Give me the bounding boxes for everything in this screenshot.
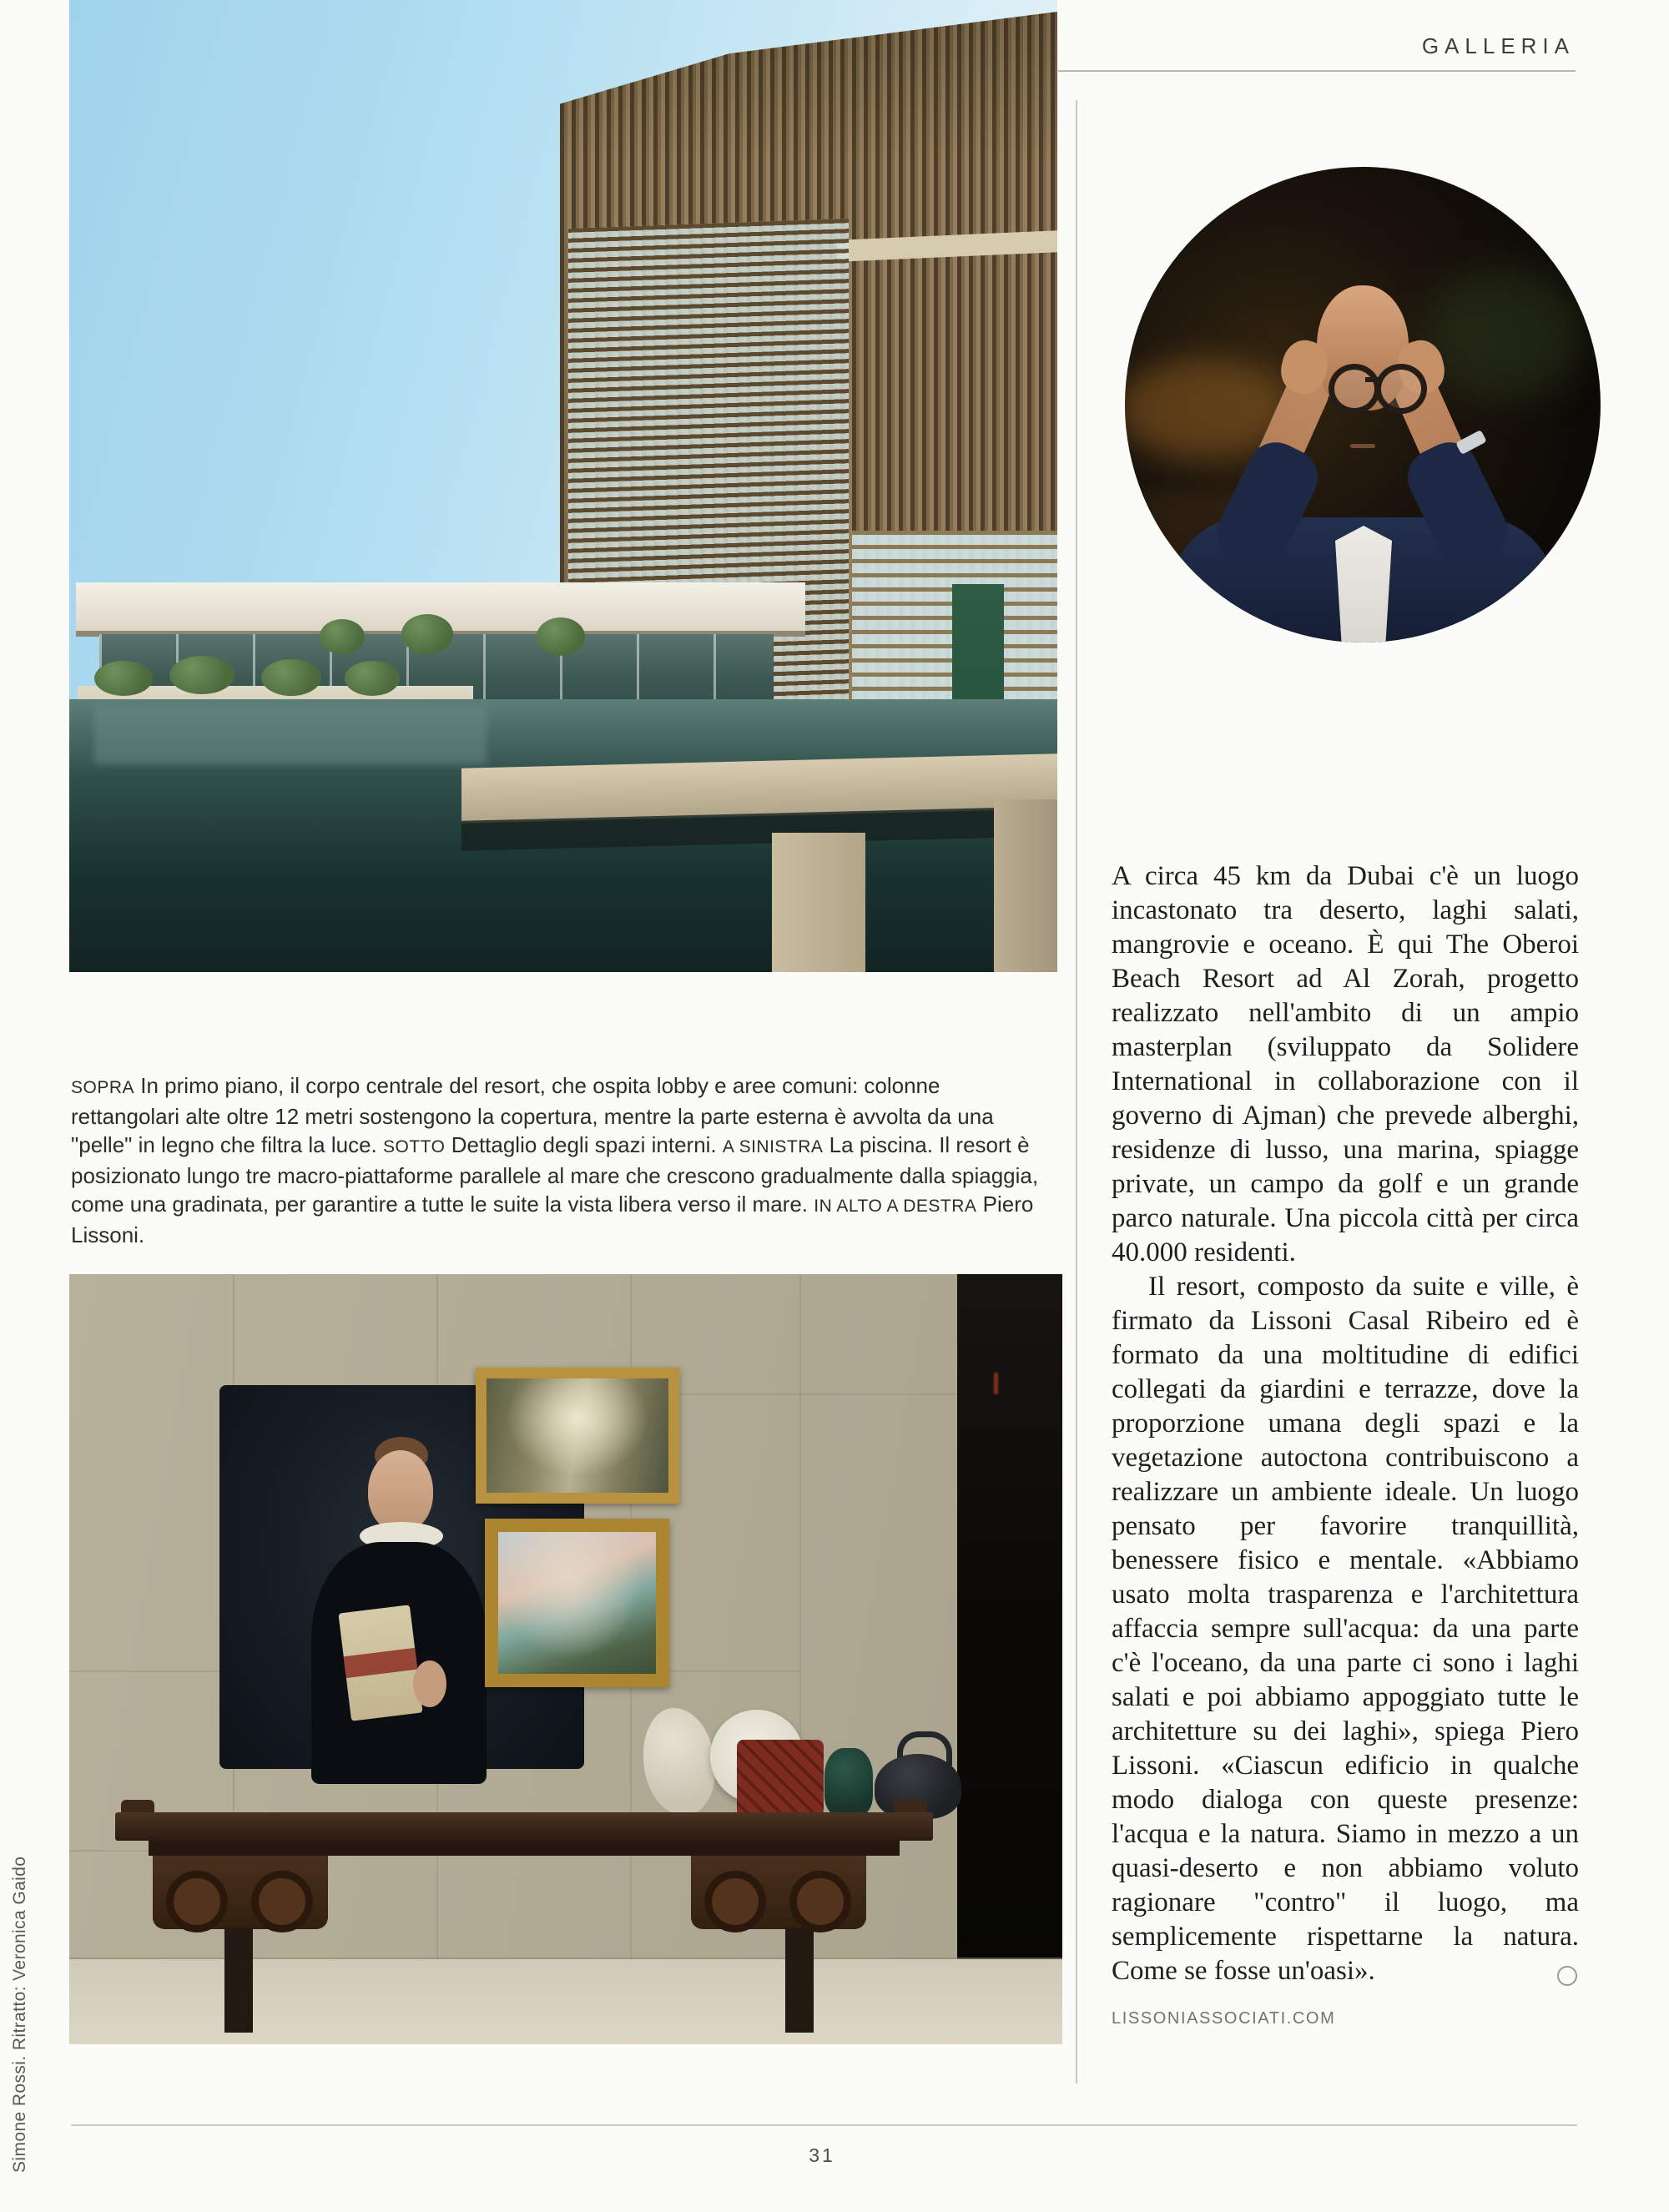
caption-text: La piscina. Il resort è posizionato lungo tre macro-piattaforme parallele al mare che crescono gradualmente dalla spiaggia, come una gradinata, per garantire a tutte le suite la vista libera verso il mare. [71, 1132, 1039, 1217]
scroll-motif [251, 1871, 313, 1932]
resort-exterior-photo [69, 0, 1057, 972]
bench-leg [224, 1927, 253, 2033]
concrete-column [772, 833, 865, 972]
background-green-glow [1425, 267, 1584, 401]
white-shirt [1335, 526, 1392, 642]
red-lattice-object [737, 1740, 824, 1816]
artwork-popcorn-bag [338, 1605, 422, 1721]
landscape-art [498, 1532, 656, 1674]
gilt-landscape-painting-lower [485, 1519, 669, 1687]
photo-credit-vertical: Simone Rossi. Ritratto: Veronica Gaido [10, 1856, 29, 2173]
caption-label: IN ALTO A DESTRA [814, 1197, 977, 1216]
caption-text: In primo piano, il corpo centrale del resort, che ospita lobby e aree comuni: colonne rettangolari alte oltre 12 metri sostengono la copertura, mentre la parte esterna è avvolta da una "pelle" in legno che filtra la luce. [71, 1073, 994, 1157]
caption-label: SOTTO [383, 1137, 446, 1156]
header-rule [1058, 70, 1576, 72]
concrete-column [994, 799, 1057, 972]
stone-floor [69, 1959, 1062, 2044]
carved-scrolls [153, 1856, 320, 1932]
popcorn-label [344, 1648, 418, 1678]
carved-scrolls [691, 1856, 858, 1932]
column-divider [1076, 100, 1077, 2084]
photo-caption [71, 1071, 1049, 1249]
wristwatch [1455, 430, 1487, 455]
antique-console-bench [115, 1812, 933, 1841]
artwork-hand [413, 1660, 446, 1707]
dark-doorway [957, 1274, 1062, 1968]
pool-reflection [94, 706, 487, 764]
shrub [261, 659, 321, 696]
gilt-landscape-painting-upper [476, 1368, 679, 1504]
footer-rule [71, 2124, 1577, 2126]
artwork-face [368, 1450, 433, 1532]
glasses-left-lens [1329, 364, 1380, 414]
caption-text: Piero Lissoni. [71, 1192, 1034, 1247]
bench-apron [149, 1841, 900, 1856]
article-end-mark-icon [1557, 1966, 1577, 1986]
landscape-art [487, 1378, 668, 1493]
shrub [345, 661, 400, 696]
glasses-bridge [1365, 377, 1379, 382]
tree [320, 619, 365, 654]
studio-website: LISSONIASSOCIATI.COM [1112, 2009, 1336, 2028]
tree [401, 614, 453, 654]
scroll-motif [166, 1871, 228, 1932]
shrub [94, 661, 153, 696]
piero-lissoni-portrait [1125, 167, 1601, 642]
bench-leg [785, 1927, 814, 2033]
shrub [169, 656, 234, 694]
tree [537, 617, 585, 656]
doorway-red-light [994, 1373, 998, 1394]
article-body [1112, 859, 1579, 1988]
article-paragraph: Il resort, composto da suite e ville, è firmato da Lissoni Casal Ribeiro ed è formato da una moltitudine di edifici collegati da giardini e terrazze, dove la proporzione umana degli spazi e la vegetazione autoctona contribuiscono a realizzare un ambiente ideale. Un luogo pensato per favorire tranquillità, benessere fisico e mentale. «Abbiamo usato molta trasparenza e l'architettura affaccia sempre sull'acqua: da una parte c'è l'oceano, da una parte ci sono i laghi salati e poi abbiamo appoggiato tutte le architetture su dei laghi», spiega Piero Lissoni. «Ciascun edificio in qualche modo dialoga con queste presenze: l'acqua e la natura. Siamo in mezzo a un quasi-deserto e non abbiamo voluto ragionare "contro" il luogo, ma semplicemente rispettarne la natura. Come se fosse un'oasi». [1112, 1272, 1579, 1986]
scroll-motif [704, 1871, 766, 1932]
scroll-motif [789, 1871, 851, 1932]
mouth [1350, 444, 1375, 448]
article-paragraph: A circa 45 km da Dubai c'è un luogo incastonato tra deserto, laghi salati, mangrovie e oceano. È qui The Oberoi Beach Resort ad Al Zorah, progetto realizzato nell'ambito di un ampio masterplan (sviluppato da Solidere International in collaborazione con il governo di Ajman) che prevede alberghi, residenze di lusso, una marina, spiagge private, un campo da golf e un grande parco naturale. Una piccola città per circa 40.000 residenti. [1112, 861, 1579, 1267]
caption-label: A SINISTRA [722, 1137, 824, 1156]
caption-text: Dettaglio degli spazi interni. [451, 1132, 717, 1157]
green-jar [824, 1748, 873, 1816]
section-label: GALLERIA [1421, 33, 1575, 58]
page-number: 31 [809, 2144, 835, 2166]
resort-interior-photo [69, 1274, 1062, 2044]
glasses-right-lens [1375, 364, 1427, 414]
caption-label: SOPRA [71, 1078, 135, 1097]
